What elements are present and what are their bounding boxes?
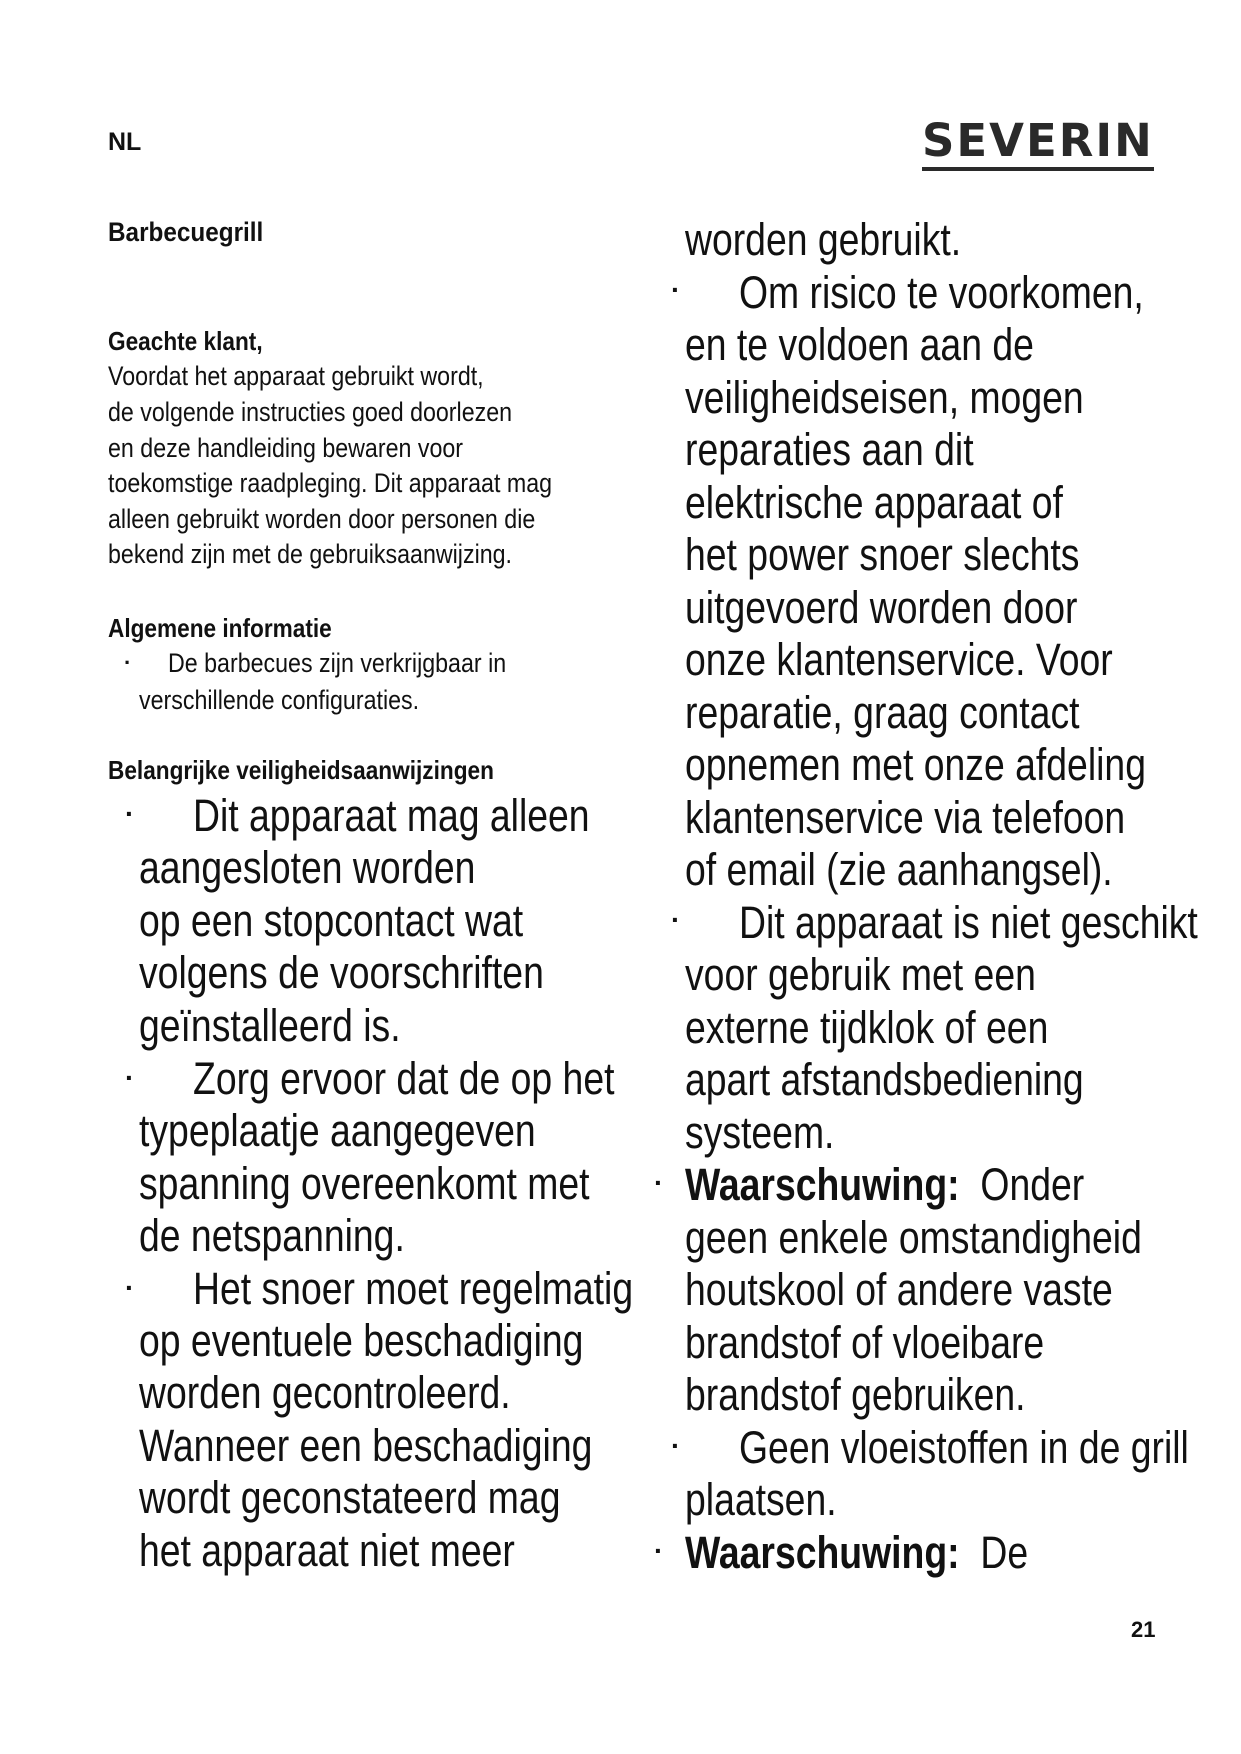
safety-line: geïnstalleerd is. bbox=[139, 1000, 401, 1051]
intro-line: Voordat het apparaat gebruikt wordt, bbox=[108, 361, 484, 391]
safety-line: Dit apparaat is niet geschikt bbox=[739, 897, 1198, 948]
safety-line: de netspanning. bbox=[139, 1210, 405, 1261]
intro-line: de volgende instructies goed doorlezen bbox=[108, 397, 513, 427]
safety-line: spanning overeenkomt met bbox=[139, 1158, 590, 1209]
safety-line: elektrische apparaat of bbox=[685, 477, 1063, 528]
bullet-dot: · bbox=[654, 1535, 664, 1566]
warning-line bbox=[685, 1158, 1084, 1211]
intro-line: toekomstige raadpleging. Dit apparaat mag bbox=[108, 468, 553, 498]
safety-line: en te voldoen aan de bbox=[685, 319, 1034, 370]
safety-line: aangesloten worden bbox=[139, 842, 476, 893]
bullet-dot: · bbox=[654, 1167, 664, 1198]
bullet-dot: · bbox=[671, 274, 681, 305]
bullet-dot: · bbox=[671, 904, 681, 935]
safety-line: of email (zie aanhangsel). bbox=[685, 844, 1113, 895]
safety-line: volgens de voorschriften bbox=[139, 947, 544, 998]
intro-line: en deze handleiding bewaren voor bbox=[108, 433, 464, 463]
general-heading: Algemene informatie bbox=[108, 613, 332, 643]
safety-line: systeem. bbox=[685, 1107, 835, 1158]
safety-line: worden gebruikt. bbox=[685, 214, 962, 265]
general-line: De barbecues zijn verkrijgbaar in bbox=[168, 648, 507, 678]
bullet-dot: · bbox=[125, 1272, 135, 1303]
safety-line: uitgevoerd worden door bbox=[685, 582, 1078, 633]
safety-heading: Belangrijke veiligheidsaanwijzingen bbox=[108, 755, 494, 785]
safety-line: apart afstandsbediening bbox=[685, 1054, 1084, 1105]
warning-label: Waarschuwing: bbox=[685, 1159, 960, 1210]
safety-line: Dit apparaat mag alleen bbox=[193, 790, 590, 841]
warning-text: De bbox=[980, 1527, 1029, 1578]
safety-line: onze klantenservice. Voor bbox=[685, 634, 1113, 685]
safety-line: Om risico te voorkomen, bbox=[739, 267, 1144, 318]
safety-line: reparatie, graag contact bbox=[685, 687, 1080, 738]
safety-line: klantenservice via telefoon bbox=[685, 792, 1126, 843]
safety-line: brandstof of vloeibare bbox=[685, 1317, 1045, 1368]
safety-line: Het snoer moet regelmatig bbox=[193, 1263, 634, 1314]
safety-line: plaatsen. bbox=[685, 1474, 837, 1525]
intro-line: bekend zijn met de gebruiksaanwijzing. bbox=[108, 539, 513, 569]
safety-line: het power snoer slechts bbox=[685, 529, 1080, 580]
bullet-dot: · bbox=[124, 650, 132, 675]
document-title: Barbecuegrill bbox=[108, 217, 264, 247]
safety-line: typeplaatje aangegeven bbox=[139, 1105, 536, 1156]
safety-line: op een stopcontact wat bbox=[139, 895, 524, 946]
severin-logo: SEVERIN bbox=[922, 118, 1154, 171]
general-line: verschillende configuraties. bbox=[139, 685, 420, 715]
safety-line: externe tijdklok of een bbox=[685, 1002, 1049, 1053]
safety-line: geen enkele omstandigheid bbox=[685, 1212, 1142, 1263]
safety-line: worden gecontroleerd. bbox=[139, 1367, 511, 1418]
bullet-dot: · bbox=[125, 798, 135, 829]
warning-line bbox=[685, 1526, 1028, 1579]
warning-label: Waarschuwing: bbox=[685, 1527, 960, 1578]
language-code: NL bbox=[108, 128, 142, 156]
safety-line: Zorg ervoor dat de op het bbox=[193, 1053, 615, 1104]
safety-line: op eventuele beschadiging bbox=[139, 1315, 584, 1366]
safety-line: brandstof gebruiken. bbox=[685, 1369, 1026, 1420]
bullet-dot: · bbox=[671, 1430, 681, 1461]
safety-line: Geen vloeistoffen in de grill bbox=[739, 1422, 1189, 1473]
safety-line: Wanneer een beschadiging bbox=[139, 1420, 593, 1471]
bullet-dot: · bbox=[125, 1062, 135, 1093]
safety-line: voor gebruik met een bbox=[685, 949, 1036, 1000]
safety-line: opnemen met onze afdeling bbox=[685, 739, 1146, 790]
safety-line: wordt geconstateerd mag bbox=[139, 1472, 561, 1523]
safety-line: veiligheidseisen, mogen bbox=[685, 372, 1084, 423]
warning-text: Onder bbox=[980, 1159, 1085, 1210]
page-number: 21 bbox=[1131, 1617, 1156, 1642]
safety-line: het apparaat niet meer bbox=[139, 1525, 515, 1576]
intro-heading: Geachte klant, bbox=[108, 326, 263, 356]
safety-line: houtskool of andere vaste bbox=[685, 1264, 1113, 1315]
safety-line: reparaties aan dit bbox=[685, 424, 974, 475]
intro-line: alleen gebruikt worden door personen die bbox=[108, 504, 536, 534]
